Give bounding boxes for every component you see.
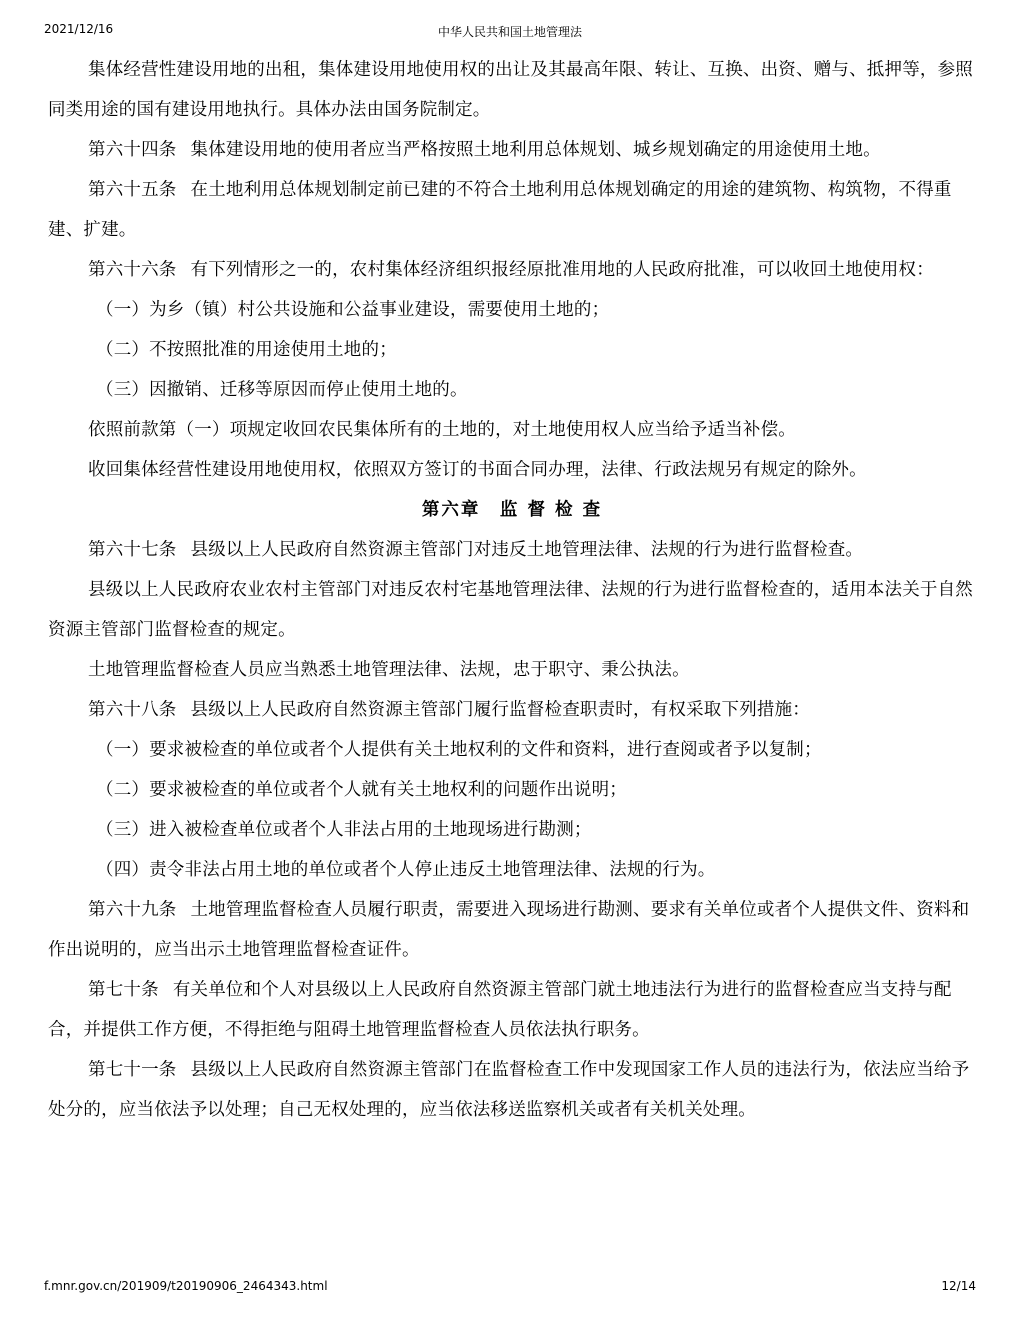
article-66 bbox=[48, 250, 976, 290]
paragraph: 土地管理监督检查人员应当熟悉土地管理法律、法规，忠于职守、秉公执法。 bbox=[88, 660, 690, 680]
article-text: 在土地利用总体规划制定前已建的不符合土地利用总体规划确定的用途的建筑物、构筑物，不得重建、扩建。 bbox=[48, 180, 952, 240]
list-item: （二）不按照批准的用途使用土地的； bbox=[96, 340, 397, 360]
article-label: 第六十九条 bbox=[88, 900, 177, 920]
article-label: 第六十八条 bbox=[88, 700, 177, 720]
article-text: 有关单位和个人对县级以上人民政府自然资源主管部门就土地违法行为进行的监督检查应当支持与配合，并提供工作方便，不得拒绝与阻碍土地管理监督检查人员依法执行职务。 bbox=[48, 980, 952, 1040]
article-label: 第七十条 bbox=[88, 980, 159, 1000]
list-item: （一）要求被检查的单位或者个人提供有关土地权利的文件和资料，进行查阅或者予以复制； bbox=[96, 740, 822, 760]
header-title: 中华人民共和国土地管理法 bbox=[437, 25, 582, 39]
article-text: 有下列情形之一的，农村集体经济组织报经原批准用地的人民政府批准，可以收回土地使用权： bbox=[190, 260, 934, 280]
article-70 bbox=[48, 970, 976, 1050]
list-item: （四）责令非法占用土地的单位或者个人停止违反土地管理法律、法规的行为。 bbox=[96, 860, 716, 880]
article-71 bbox=[48, 1050, 976, 1130]
article-text: 县级以上人民政府自然资源主管部门在监督检查工作中发现国家工作人员的违法行为，依法应当给予处分的，应当依法予以处理；自己无权处理的，应当依法移送监察机关或者有关机关处理。 bbox=[48, 1060, 970, 1120]
article-label: 第六十六条 bbox=[88, 260, 177, 280]
article-label: 第七十一条 bbox=[88, 1060, 177, 1080]
article-text: 县级以上人民政府自然资源主管部门履行监督检查职责时，有权采取下列措施： bbox=[190, 700, 810, 720]
paragraph: 集体经营性建设用地的出租，集体建设用地使用权的出让及其最高年限、转让、互换、出资、赠与、抵押等，参照同类用途的国有建设用地执行。具体办法由国务院制定。 bbox=[48, 60, 973, 120]
page-number: 12/14 bbox=[941, 1279, 976, 1293]
article-text: 集体建设用地的使用者应当严格按照土地利用总体规划、城乡规划确定的用途使用土地。 bbox=[190, 140, 881, 160]
article-69 bbox=[48, 890, 976, 970]
document-body bbox=[48, 50, 976, 1130]
article-65 bbox=[48, 170, 976, 250]
list-item: （三）进入被检查单位或者个人非法占用的土地现场进行勘测； bbox=[96, 820, 592, 840]
list-item: （二）要求被检查的单位或者个人就有关土地权利的问题作出说明； bbox=[96, 780, 627, 800]
article-label: 第六十五条 bbox=[88, 180, 177, 200]
article-label: 第六十四条 bbox=[88, 140, 177, 160]
paragraph: 收回集体经营性建设用地使用权，依照双方签订的书面合同办理，法律、行政法规另有规定的除外。 bbox=[88, 460, 867, 480]
article-text: 县级以上人民政府自然资源主管部门对违反土地管理法律、法规的行为进行监督检查。 bbox=[190, 540, 864, 560]
article-text: 土地管理监督检查人员履行职责，需要进入现场进行勘测、要求有关单位或者个人提供文件、资料和作出说明的，应当出示土地管理监督检查证件。 bbox=[48, 900, 970, 960]
paragraph: 依照前款第（一）项规定收回农民集体所有的土地的，对土地使用权人应当给予适当补偿。 bbox=[88, 420, 796, 440]
footer-url: f.mnr.gov.cn/201909/t20190906_2464343.html bbox=[44, 1279, 328, 1293]
header-date: 2021/12/16 bbox=[44, 22, 114, 36]
paragraph: 县级以上人民政府农业农村主管部门对违反农村宅基地管理法律、法规的行为进行监督检查的，适用本法关于自然资源主管部门监督检查的规定。 bbox=[48, 580, 973, 640]
chapter-heading: 第六章 监 督 检 查 bbox=[421, 500, 603, 520]
list-item: （三）因撤销、迁移等原因而停止使用土地的。 bbox=[96, 380, 468, 400]
article-label: 第六十七条 bbox=[88, 540, 177, 560]
article-67 bbox=[48, 530, 976, 570]
article-64 bbox=[48, 130, 976, 170]
article-68 bbox=[48, 690, 976, 730]
list-item: （一）为乡（镇）村公共设施和公益事业建设，需要使用土地的； bbox=[96, 300, 610, 320]
